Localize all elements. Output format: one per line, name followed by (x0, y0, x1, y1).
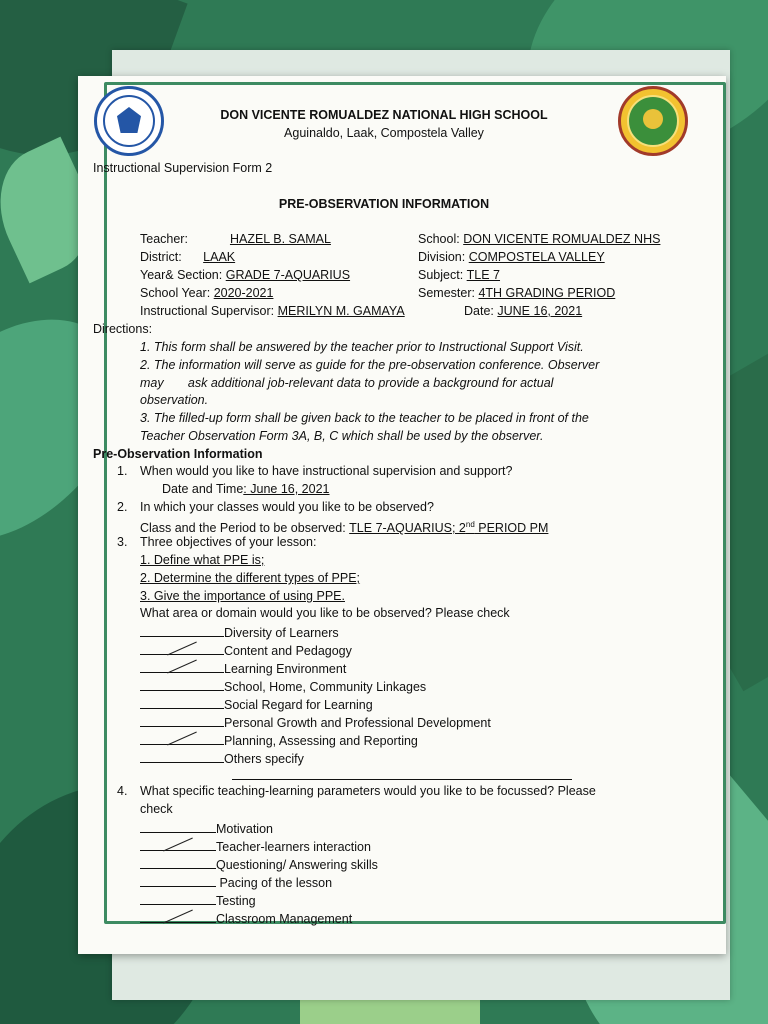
q3-domain-prompt: What area or domain would you like to be observed? Please check (140, 606, 510, 620)
q4-number: 4. (117, 784, 128, 798)
objective-2: 2. Determine the different types of PPE; (140, 571, 361, 585)
parameter-checkbox-line[interactable] (140, 819, 216, 833)
date-field: Date: JUNE 16, 2021 (464, 304, 583, 318)
q2-text: In which your classes would you like to be observed? (140, 500, 434, 514)
subject-field: Subject: TLE 7 (418, 267, 565, 283)
domain-item (140, 713, 491, 731)
date-value: JUNE 16, 2021 (497, 304, 583, 318)
parameter-item (140, 873, 332, 891)
parameter-checkbox-line[interactable] (140, 855, 216, 869)
parameter-label: Testing (216, 894, 256, 908)
direction-2-line-2: may ask additional job-relevant data to provide a background for actual (140, 376, 554, 390)
others-specify-line (232, 779, 572, 780)
year-section-value: GRADE 7-AQUARIUS (225, 268, 351, 282)
school-year-field: School Year: 2020-2021 (140, 285, 369, 301)
domain-item (140, 731, 418, 749)
parameter-label: Pacing of the lesson (216, 876, 333, 890)
domain-checkbox-line[interactable] (140, 677, 224, 691)
parameter-checkbox-line[interactable] (140, 873, 216, 887)
direction-3-line-2: Teacher Observation Form 3A, B, C which shall be used by the observer. (140, 429, 544, 443)
domain-label: Content and Pedagogy (224, 644, 352, 658)
q1-number: 1. (117, 464, 128, 478)
supervisor-field: Instructional Supervisor: MERILYN M. GAMAYA (140, 304, 405, 318)
domain-checkbox-line[interactable] (140, 713, 224, 727)
parameter-label: Teacher-learners interaction (216, 840, 371, 854)
parameter-item (140, 819, 273, 837)
domain-item (140, 659, 346, 677)
q1-answer-value: : June 16, 2021 (243, 482, 330, 496)
parameter-item (140, 891, 256, 909)
teacher-field: Teacher: HAZEL B. SAMAL (140, 231, 369, 247)
parameter-item (140, 855, 378, 873)
direction-2-line-3: observation. (140, 393, 209, 407)
district-field: District: LAAK (140, 249, 363, 265)
domain-item (140, 749, 304, 767)
parameter-label: Questioning/ Answering skills (216, 858, 378, 872)
school-field: School: DON VICENTE ROMUALDEZ NHS (418, 232, 661, 246)
school-address: Aguinaldo, Laak, Compostela Valley (284, 126, 484, 140)
division-value: COMPOSTELA VALLEY (468, 250, 605, 264)
division-field: Division: COMPOSTELA VALLEY (418, 249, 659, 265)
domain-label: Social Regard for Learning (224, 698, 373, 712)
q1-answer: Date and Time: June 16, 2021 (162, 482, 330, 496)
district-value: LAAK (203, 250, 236, 264)
parameter-label: Classroom Management (216, 912, 353, 926)
domain-checkbox-line[interactable] (140, 695, 224, 709)
domain-label: Personal Growth and Professional Development (224, 716, 491, 730)
school-name: DON VICENTE ROMUALDEZ NATIONAL HIGH SCHOOL (220, 108, 548, 122)
preobs-heading: Pre-Observation Information (93, 447, 263, 461)
supervisor-value: MERILYN M. GAMAYA (277, 304, 405, 318)
domain-item (140, 623, 339, 641)
q1-text: When would you like to have instructional supervision and support? (140, 464, 513, 478)
year-section-field: Year& Section: GRADE 7-AQUARIUS (140, 268, 351, 282)
direction-1: 1. This form shall be answered by the teacher prior to Instructional Support Visit. (140, 340, 584, 354)
domain-item (140, 695, 373, 713)
teacher-value: HAZEL B. SAMAL (229, 232, 331, 246)
domain-item (140, 677, 426, 695)
domain-label: Planning, Assessing and Reporting (224, 734, 418, 748)
domain-label: Learning Environment (224, 662, 347, 676)
domain-checkbox-line[interactable] (140, 749, 224, 763)
parameter-checkbox-line[interactable] (140, 891, 216, 905)
domain-label: School, Home, Community Linkages (224, 680, 427, 694)
domain-item (140, 641, 352, 659)
q3-number: 3. (117, 535, 128, 549)
school-year-value: 2020-2021 (213, 286, 274, 300)
q2-answer: Class and the Period to be observed: TLE 7-AQUARIUS; 2nd PERIOD PM (140, 517, 641, 536)
school-value: DON VICENTE ROMUALDEZ NHS (463, 232, 661, 246)
directions-heading: Directions: (93, 322, 153, 336)
q3-text: Three objectives of your lesson: (140, 535, 317, 549)
parameter-label: Motivation (216, 822, 273, 836)
form-label: Instructional Supervision Form 2 (93, 161, 273, 175)
semester-field: Semester: 4TH GRADING PERIOD (418, 285, 660, 301)
objective-1: 1. Define what PPE is; (140, 553, 265, 567)
q2-number: 2. (117, 500, 128, 514)
direction-2-line-1: 2. The information will serve as guide for the pre-observation conference. Observer (140, 358, 600, 372)
domain-label: Others specify (224, 752, 304, 766)
objective-3: 3. Give the importance of using PPE. (140, 589, 345, 603)
subject-value: TLE 7 (466, 268, 501, 282)
semester-value: 4TH GRADING PERIOD (478, 286, 616, 300)
q4-text-line-2: check (140, 802, 173, 816)
domain-checkbox-line[interactable] (140, 623, 224, 637)
q4-text-line-1: What specific teaching-learning parameters would you like to be focussed? Please (140, 784, 596, 798)
q2-answer-value: TLE 7-AQUARIUS; 2nd PERIOD PM (349, 520, 549, 536)
form-title: PRE-OBSERVATION INFORMATION (278, 197, 490, 211)
domain-label: Diversity of Learners (224, 626, 339, 640)
direction-3-line-1: 3. The filled-up form shall be given back to the teacher to be placed in front of the (140, 411, 589, 425)
